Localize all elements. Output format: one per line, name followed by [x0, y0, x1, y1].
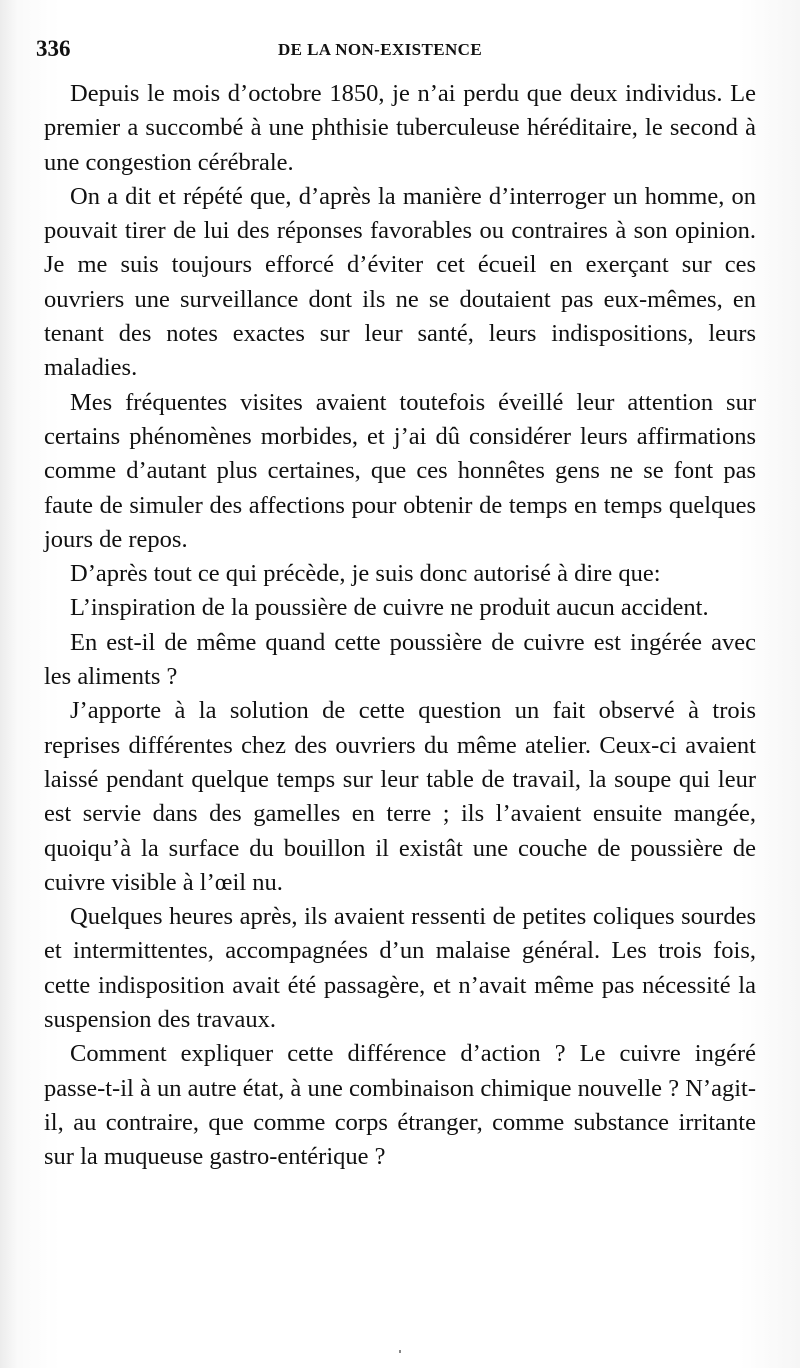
paragraph: D’après tout ce qui précède, je suis donc autorisé à dire que: — [70, 560, 661, 588]
paragraph: J’apporte à la solution de cette question un fait observé à trois reprises différentes chez des ouvriers du même atelier. Ceux-ci avaient laissé pendant quelque temps sur leur table de travail, la soupe qui leur est servie dans des gamelles en terre ; ils l’avaient ensuite mangée, quoiqu’à la surface du bouillon il existât une couche de poussière de cuivre visible à l’œil nu. — [44, 697, 756, 896]
paragraph: On a dit et répété que, d’après la manière d’interroger un homme, on pouvait tirer de lui des réponses favorables ou contraires à son opinion. Je me suis toujours efforcé d’éviter cet écueil en exerçant sur ces ouvriers une surveillance dont ils ne se doutaient pas eux-mêmes, en tenant des notes exactes sur leur santé, leurs indispositions, leurs maladies. — [44, 182, 756, 382]
paragraph: Quelques heures après, ils avaient ressenti de petites coliques sourdes et intermittentes, accompagnées d’un malaise général. Les trois fois, cette indisposition avait été passagère, et n’avait même pas nécessité la suspension des travaux. — [44, 903, 756, 1034]
paragraph: Depuis le mois d’octobre 1850, je n’ai perdu que deux individus. Le premier a succombé à une phthisie tuberculeuse héréditaire, le second à une congestion cérébrale. — [44, 80, 756, 176]
page-header — [36, 34, 756, 70]
paragraph: Comment expliquer cette différence d’action ? Le cuivre ingéré passe-t-il à un autre état, à une combinaison chimique nouvelle ? N’agit-il, au contraire, que comme corps étranger, comme substance irritante sur la muqueuse gastro-entérique ? — [44, 1040, 756, 1171]
body-text — [44, 77, 756, 1175]
paragraph: L’inspiration de la poussière de cuivre ne produit aucun accident. — [70, 594, 709, 622]
page-number: 336 — [36, 36, 71, 61]
running-title: DE LA NON-EXISTENCE — [278, 40, 483, 59]
bottom-mark — [399, 1350, 401, 1353]
paragraph: En est-il de même quand cette poussière de cuivre est ingérée avec les aliments ? — [44, 628, 756, 691]
paragraph: Mes fréquentes visites avaient toutefois éveillé leur attention sur certains phénomènes morbides, et j’ai dû considérer leurs affirmations comme d’autant plus certaines, que ces honnêtes gens ne se font pas faute de simuler des affections pour obtenir de temps en temps quelques jours de repos. — [44, 388, 756, 553]
